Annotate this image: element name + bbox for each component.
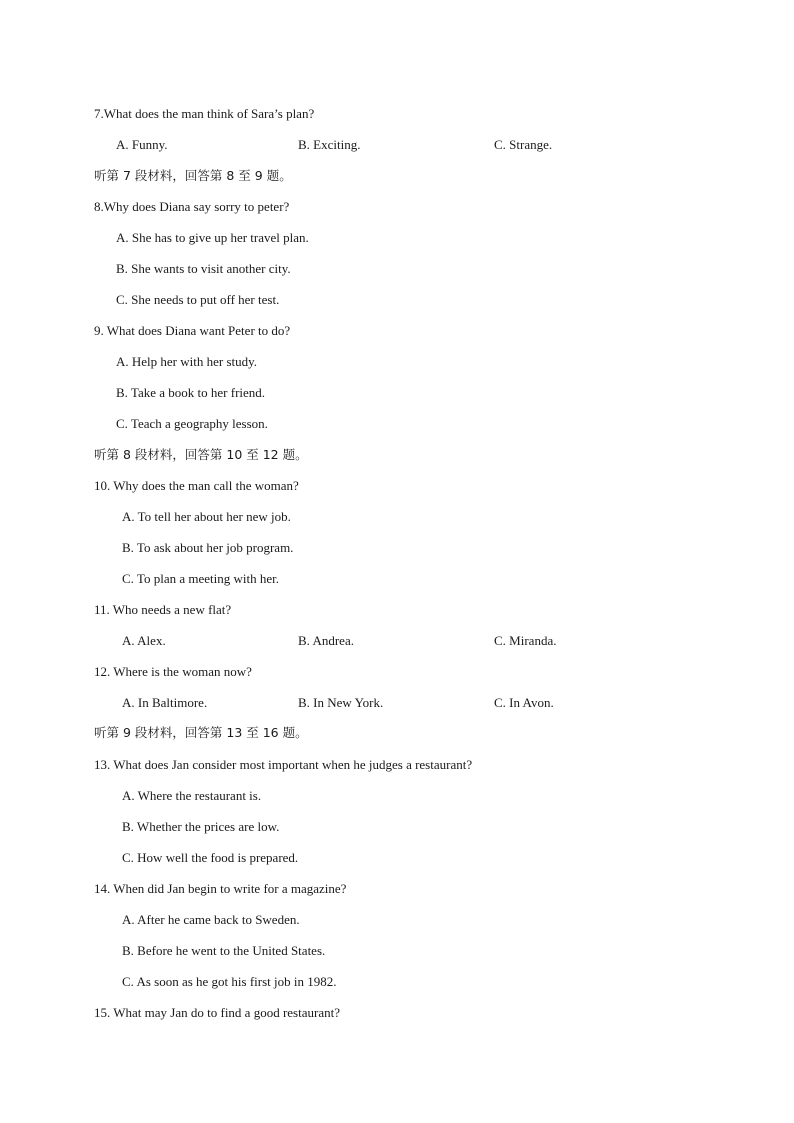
question-11-option-a: A. Alex. (122, 633, 166, 648)
question-10-option-b: B. To ask about her job program. (122, 540, 294, 555)
question-11-option-c: C. Miranda. (494, 633, 557, 648)
question-14: 14. When did Jan begin to write for a magazine? (94, 881, 347, 896)
section-8-heading: 听第 8 段材料，回答第 10 至 12 题。 (94, 447, 308, 462)
question-7: 7.What does the man think of Sara’s plan? (94, 106, 315, 121)
question-15: 15. What may Jan do to find a good restaurant? (94, 1005, 340, 1020)
question-13-option-c: C. How well the food is prepared. (122, 850, 299, 865)
question-13-option-b: B. Whether the prices are low. (122, 819, 280, 834)
question-9: 9. What does Diana want Peter to do? (94, 323, 291, 338)
question-14-option-a: A. After he came back to Sweden. (122, 912, 300, 927)
section-9-heading: 听第 9 段材料，回答第 13 至 16 题。 (94, 725, 308, 740)
question-8-option-a: A. She has to give up her travel plan. (116, 230, 309, 245)
question-13-option-a: A. Where the restaurant is. (122, 788, 262, 803)
question-13: 13. What does Jan consider most important when he judges a restaurant? (94, 757, 473, 772)
question-7-option-b: B. Exciting. (298, 137, 361, 152)
question-8-option-c: C. She needs to put off her test. (116, 292, 280, 307)
question-11-option-b: B. Andrea. (298, 633, 354, 648)
question-9-option-a: A. Help her with her study. (116, 354, 258, 369)
question-8: 8.Why does Diana say sorry to peter? (94, 199, 290, 214)
question-14-option-b: B. Before he went to the United States. (122, 943, 326, 958)
question-7-option-c: C. Strange. (494, 137, 553, 152)
question-9-option-c: C. Teach a geography lesson. (116, 416, 268, 431)
question-9-option-b: B. Take a book to her friend. (116, 385, 266, 400)
question-10: 10. Why does the man call the woman? (94, 478, 299, 493)
section-7-heading: 听第 7 段材料，回答第 8 至 9 题。 (94, 168, 292, 183)
question-8-option-b: B. She wants to visit another city. (116, 261, 291, 276)
question-12-option-c: C. In Avon. (494, 695, 554, 710)
question-12-option-a: A. In Baltimore. (122, 695, 208, 710)
question-10-option-c: C. To plan a meeting with her. (122, 571, 279, 586)
question-7-option-a: A. Funny. (116, 137, 168, 152)
question-12-option-b: B. In New York. (298, 695, 384, 710)
question-14-option-c: C. As soon as he got his first job in 1982. (122, 974, 337, 989)
question-11: 11. Who needs a new flat? (94, 602, 232, 617)
question-10-option-a: A. To tell her about her new job. (122, 509, 291, 524)
question-12: 12. Where is the woman now? (94, 664, 252, 679)
